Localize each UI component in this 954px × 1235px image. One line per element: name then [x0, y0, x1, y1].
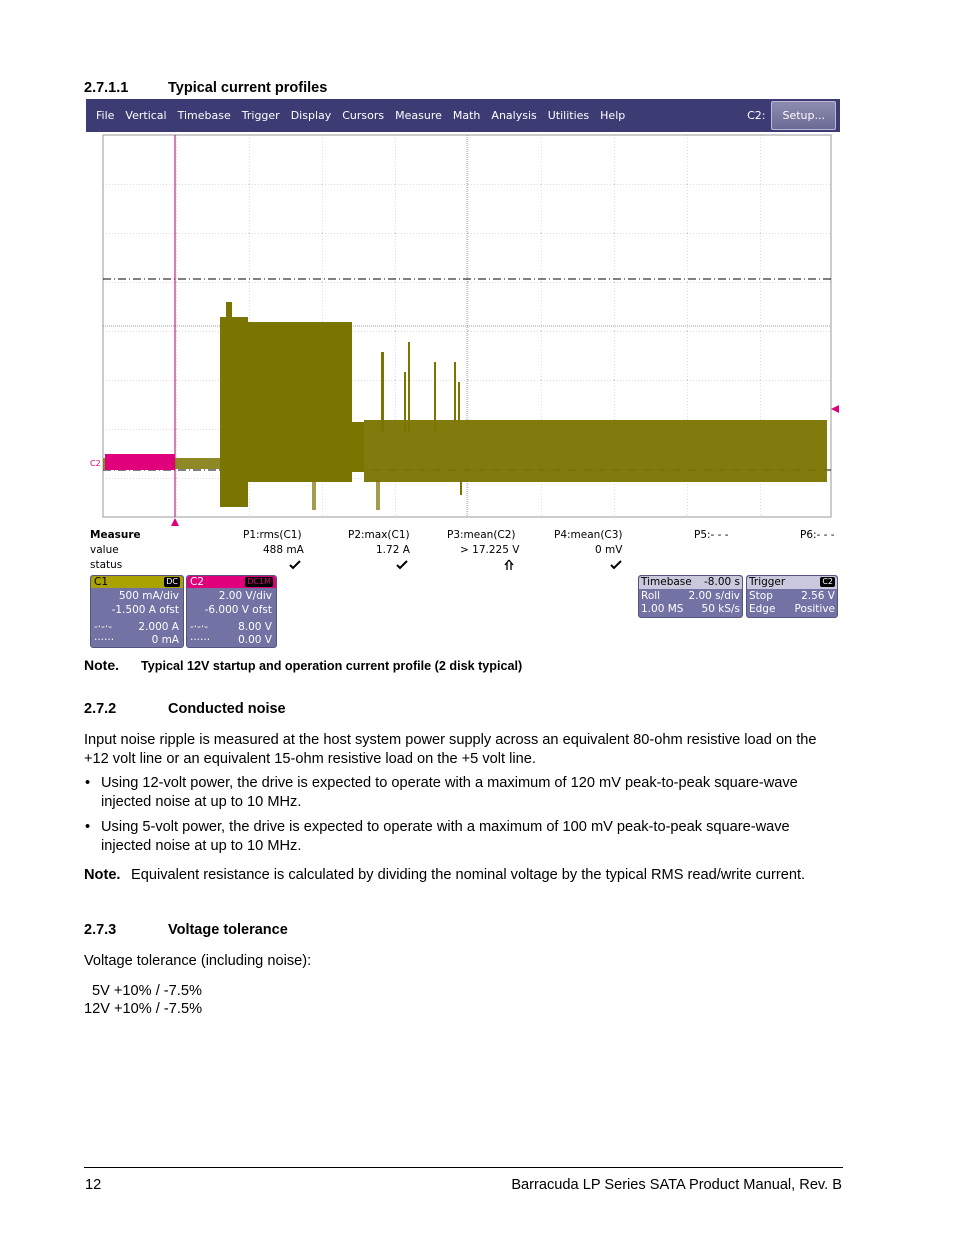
- c2-coupling-badge: DC1M: [247, 577, 271, 586]
- c1-zero-line-style: ······: [94, 634, 115, 646]
- tolerance-12v: 12V +10% / -7.5%: [84, 1001, 203, 1017]
- channel-c1-descriptor[interactable]: [90, 575, 184, 648]
- c1-offset: -1.500 A ofst: [111, 604, 179, 616]
- footer-rule: [84, 1167, 843, 1168]
- timebase-header: [639, 576, 742, 589]
- c1-ref-line-style: -·-·-: [94, 621, 113, 633]
- bullet-item: Using 5-volt power, the drive is expected to operate with a maximum of 100 mV peak-to-peak square-wave injected noise at up to 10 MHz.: [101, 819, 790, 854]
- trigger-level: 2.56 V: [801, 590, 835, 602]
- check-icon: [289, 560, 301, 570]
- bullet-item: Using 12-volt power, the drive is expected to operate with a maximum of 120 mV peak-to-peak square-wave injected noise at up to 10 MHz.: [101, 775, 798, 810]
- measure-p4-value: 0 mV: [595, 544, 623, 556]
- trigger-position-marker: [171, 518, 179, 526]
- section-title: Typical current profiles: [168, 80, 328, 96]
- menu-trigger[interactable]: Trigger: [241, 109, 280, 122]
- measure-p6-header[interactable]: P6:- - -: [800, 529, 835, 541]
- overflow-arrow-icon: [504, 559, 514, 570]
- c2-voltage-trace: [105, 454, 175, 470]
- menu-analysis[interactable]: Analysis: [491, 109, 537, 122]
- c1-scale: 500 mA/div: [118, 590, 179, 602]
- c2-scale: 2.00 V/div: [218, 590, 272, 602]
- note-text: Equivalent resistance is calculated by dividing the nominal voltage by the typical RMS read/write current.: [131, 867, 806, 883]
- c2-offset: -6.000 V ofst: [204, 604, 272, 616]
- c2-trace-marker: C2: [90, 459, 101, 468]
- section-title: Conducted noise: [168, 701, 286, 717]
- c2-ref-value: 8.00 V: [238, 621, 272, 633]
- measure-p3-value: > 17.225 V: [460, 544, 520, 556]
- c1-coupling-badge: DC: [166, 577, 178, 586]
- scope-waveform-display: [86, 132, 840, 526]
- trigger-mode: Stop: [749, 590, 773, 602]
- note-label: Note.: [84, 657, 119, 673]
- section-title: Voltage tolerance: [168, 922, 288, 938]
- measure-p5-header[interactable]: P5:- - -: [694, 529, 729, 541]
- page-number: 12: [85, 1177, 102, 1193]
- menu-file[interactable]: File: [96, 109, 115, 122]
- measure-status-label: status: [90, 559, 123, 571]
- trigger-header: [747, 576, 837, 589]
- section-number: 2.7.3: [84, 922, 117, 938]
- measure-value-label: value: [90, 544, 119, 556]
- menu-timebase[interactable]: Timebase: [177, 109, 231, 122]
- scope-menu-bar: [86, 99, 840, 132]
- trigger-slope: Positive: [794, 603, 835, 615]
- menu-help[interactable]: Help: [600, 109, 626, 122]
- c1-zero-value: 0 mA: [151, 634, 179, 646]
- c1-name: C1: [94, 576, 109, 588]
- trigger-descriptor[interactable]: [746, 575, 838, 618]
- timebase-per-div: 2.00 s/div: [688, 590, 740, 602]
- section-number: 2.7.1.1: [84, 80, 129, 96]
- check-icon: [610, 560, 622, 570]
- timebase-rate: 50 kS/s: [701, 603, 740, 615]
- c2-zero-line-style: ······: [190, 634, 211, 646]
- c1-header: [91, 576, 183, 588]
- measure-p1-value: 488 mA: [263, 544, 304, 556]
- noise-paragraph: Input noise ripple is measured at the host system power supply across an equivalent 80-ohm resistive load on the +12 volt line or an equivalent 15-ohm resistive load on the +5 volt line.: [84, 732, 817, 767]
- bullet-marker: •: [85, 819, 91, 835]
- check-icon: [396, 560, 408, 570]
- timebase-descriptor[interactable]: [638, 575, 743, 618]
- menu-math[interactable]: Math: [452, 109, 481, 122]
- trigger-source-badge: C2: [822, 577, 833, 586]
- c1-ref-value: 2.000 A: [138, 621, 179, 633]
- section-number: 2.7.2: [84, 701, 117, 717]
- tolerance-intro: Voltage tolerance (including noise):: [84, 953, 312, 969]
- trigger-label: Trigger: [749, 576, 786, 588]
- setup-button[interactable]: Setup...: [771, 101, 836, 130]
- timebase-delay: -8.00 s: [704, 576, 740, 588]
- trigger-level-marker: [831, 405, 839, 413]
- measure-p3-header[interactable]: P3:mean(C2): [447, 529, 516, 541]
- menu-cursors[interactable]: Cursors: [342, 109, 385, 122]
- menu-utilities[interactable]: Utilities: [547, 109, 590, 122]
- measure-p2-header[interactable]: P2:max(C1): [348, 529, 410, 541]
- timebase-mode: Roll: [641, 590, 661, 602]
- trigger-type: Edge: [749, 603, 776, 615]
- timebase-label: Timebase: [641, 576, 692, 588]
- menu-vertical[interactable]: Vertical: [125, 109, 167, 122]
- timebase-samples: 1.00 MS: [641, 603, 684, 615]
- manual-title: Barracuda LP Series SATA Product Manual, Rev. B: [511, 1177, 842, 1193]
- c2-header: [187, 576, 276, 588]
- bullet-marker: •: [85, 775, 91, 791]
- menu-display[interactable]: Display: [290, 109, 332, 122]
- channel-c2-descriptor[interactable]: [186, 575, 277, 648]
- measure-p2-value: 1.72 A: [376, 544, 410, 556]
- measure-p4-header[interactable]: P4:mean(C3): [554, 529, 623, 541]
- tolerance-5v: 5V +10% / -7.5%: [92, 983, 202, 999]
- measure-p1-header[interactable]: P1:rms(C1): [243, 529, 302, 541]
- c2-ref-line-style: -·-·-: [190, 621, 209, 633]
- figure-caption: Typical 12V startup and operation current profile (2 disk typical): [141, 659, 523, 673]
- active-channel-label: C2:: [747, 109, 766, 122]
- menu-measure[interactable]: Measure: [395, 109, 442, 122]
- note-label: Note.: [84, 867, 121, 883]
- c2-name: C2: [190, 576, 205, 588]
- c2-zero-value: 0.00 V: [238, 634, 272, 646]
- measure-heading: Measure: [90, 529, 141, 541]
